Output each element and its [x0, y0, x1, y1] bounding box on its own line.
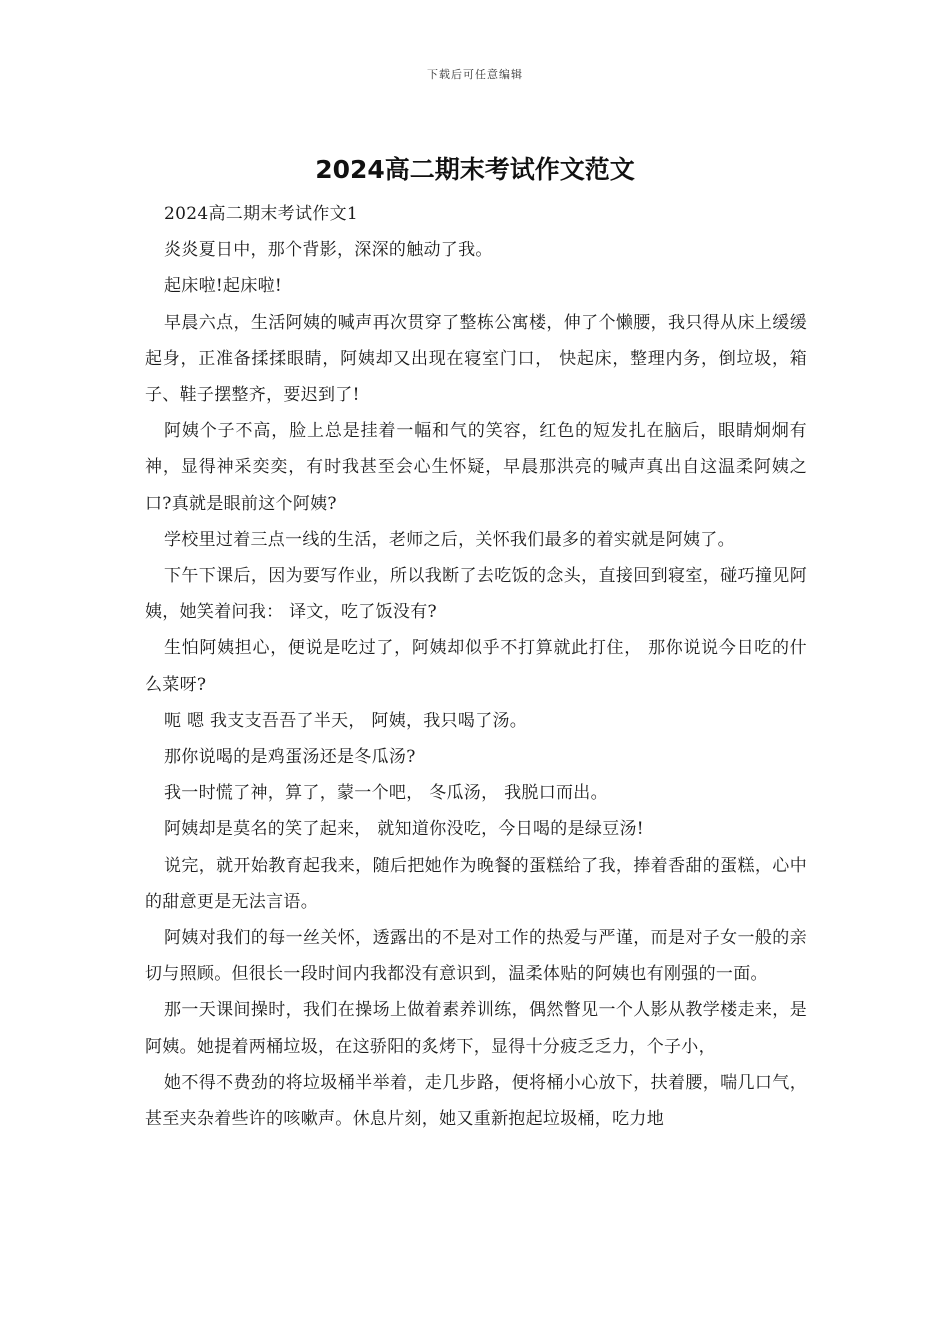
paragraph: 她不得不费劲的将垃圾桶半举着，走几步路，便将桶小心放下，扶着腰，喘几口气，甚至夹杂着些许的咳嗽声。休息片刻，她又重新抱起垃圾桶，吃力地: [145, 1072, 807, 1130]
paragraph: 我一时慌了神，算了，蒙一个吧， 冬瓜汤， 我脱口而出。: [164, 783, 608, 804]
article-body: [145, 196, 807, 1137]
paragraph: 下午下课后，因为要写作业，所以我断了去吃饭的念头，直接回到寝室，碰巧撞见阿姨，她笑着问我： 译文，吃了饭没有?: [145, 566, 807, 623]
paragraph: 那你说喝的是鸡蛋汤还是冬瓜汤?: [164, 747, 416, 768]
paragraph: 阿姨却是莫名的笑了起来， 就知道你没吃，今日喝的是绿豆汤!: [164, 819, 644, 840]
page-title: 2024高二期末考试作文范文: [315, 155, 635, 184]
paragraph: 生怕阿姨担心，便说是吃过了，阿姨却似乎不打算就此打住， 那你说说今日吃的什么菜呀?: [145, 638, 807, 695]
paragraph: 炎炎夏日中，那个背影，深深的触动了我。: [164, 240, 493, 261]
paragraph: 学校里过着三点一线的生活，老师之后，关怀我们最多的着实就是阿姨了。: [164, 529, 735, 550]
paragraph: 起床啦!起床啦!: [164, 276, 283, 297]
paragraph: 说完，就开始教育起我来，随后把她作为晚餐的蛋糕给了我，捧着香甜的蛋糕，心中的甜意更是无法言语。: [145, 855, 807, 912]
header-note: 下载后可任意编辑: [427, 68, 523, 81]
paragraph: 呃 嗯 我支支吾吾了半天， 阿姨，我只喝了汤。: [164, 710, 528, 731]
paragraph: 阿姨个子不高，脸上总是挂着一幅和气的笑容，红色的短发扎在脑后，眼睛炯炯有神，显得神采奕奕，有时我甚至会心生怀疑，早晨那洪亮的喊声真出自这温柔阿姨之口?真就是眼前这个阿姨?: [145, 421, 807, 514]
paragraph: 阿姨对我们的每一丝关怀，透露出的不是对工作的热爱与严谨，而是对子女一般的亲切与照顾。但很长一段时间内我都没有意识到，温柔体贴的阿姨也有刚强的一面。: [145, 928, 807, 985]
paragraph-subtitle: 2024高二期末考试作文1: [164, 204, 358, 224]
paragraph: 那一天课间操时，我们在操场上做着素养训练，偶然瞥见一个人影从教学楼走来，是阿姨。她提着两桶垃圾，在这骄阳的炙烤下，显得十分疲乏乏力，个子小，: [145, 1000, 807, 1057]
paragraph: 早晨六点，生活阿姨的喊声再次贯穿了整栋公寓楼，伸了个懒腰，我只得从床上缓缓起身，正准备揉揉眼睛，阿姨却又出现在寝室门口， 快起床，整理内务，倒垃圾，箱子、鞋子摆整齐，要迟到了!: [145, 312, 807, 406]
